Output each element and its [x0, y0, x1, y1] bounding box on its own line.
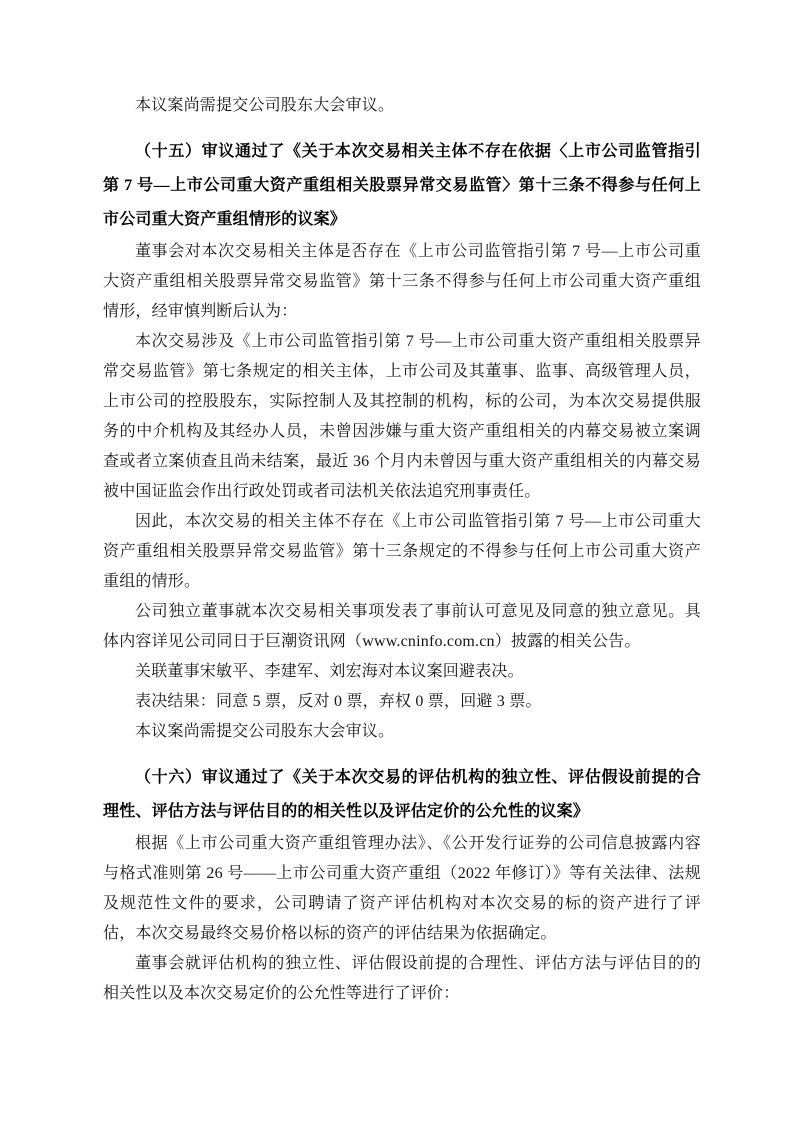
paragraph-valuation-basis: 根据《上市公司重大资产重组管理办法》、《公开发行证券的公司信息披露内容与格式准则第 26 号——上市公司重大资产重组（2022 年修订）》等有关法律、法规及规范性文件的要求，公司聘请了资产评估机构对本次交易的标的资产进行了评估，本次交易最终交易价格以标的资产的评估结果为依据确定。: [103, 835, 701, 942]
paragraph-independent-directors: 公司独立董事就本次交易相关事项发表了事前认可意见及同意的独立意见。具体内容详见公司同日于巨潮资讯网（www.cninfo.com.cn）披露的相关公告。: [103, 603, 701, 650]
resolution-15-heading: （十五）审议通过了《关于本次交易相关主体不存在依据〈上市公司监管指引第 7 号—上市公司重大资产重组相关股票异常交易监管〉第十三条不得参与任何上市公司重大资产重组情形的议案》: [103, 143, 701, 228]
paragraph-submit-to-agm-2: 本议案尚需提交公司股东大会审议。: [135, 723, 395, 740]
paragraph-conclusion-no-violation: 因此，本次交易的相关主体不存在《上市公司监管指引第 7 号—上市公司重大资产重组相关股票异常交易监管》第十三条规定的不得参与任何上市公司重大资产重组的情形。: [103, 513, 701, 590]
paragraph-submit-to-agm: 本议案尚需提交公司股东大会审议。: [135, 97, 395, 114]
paragraph-vote-result: 表决结果：同意 5 票，反对 0 票，弃权 0 票，回避 3 票。: [135, 693, 542, 710]
resolution-16-heading: （十六）审议通过了《关于本次交易的评估机构的独立性、评估假设前提的合理性、评估方法与评估目的的相关性以及评估定价的公允性的议案》: [103, 769, 701, 820]
paragraph-related-directors-abstain: 关联董事宋敏平、李建军、刘宏海对本议案回避表决。: [135, 663, 524, 680]
paragraph-board-evaluation-intro: 董事会就评估机构的独立性、评估假设前提的合理性、评估方法与评估目的的相关性以及本次交易定价的公允性等进行了评价：: [103, 955, 701, 1002]
paragraph-board-judgement-intro: 董事会对本次交易相关主体是否存在《上市公司监管指引第 7 号—上市公司重大资产重组相关股票异常交易监管》第十三条不得参与任何上市公司重大资产重组情形，经审慎判断后认为：: [103, 243, 701, 320]
paragraph-related-parties-detail: 本次交易涉及《上市公司监管指引第 7 号—上市公司重大资产重组相关股票异常交易监管》第七条规定的相关主体，上市公司及其董事、监事、高级管理人员，上市公司的控股股东，实际控制人及其控制的机构，标的公司，为本次交易提供服务的中介机构及其经办人员，未曾因涉嫌与重大资产重组相关的内幕交易被立案调查或者立案侦查且尚未结案，最近 36 个月内未曾因与重大资产重组相关的内幕交易被中国证监会作出行政处罚或者司法机关依法追究刑事责任。: [103, 333, 701, 500]
